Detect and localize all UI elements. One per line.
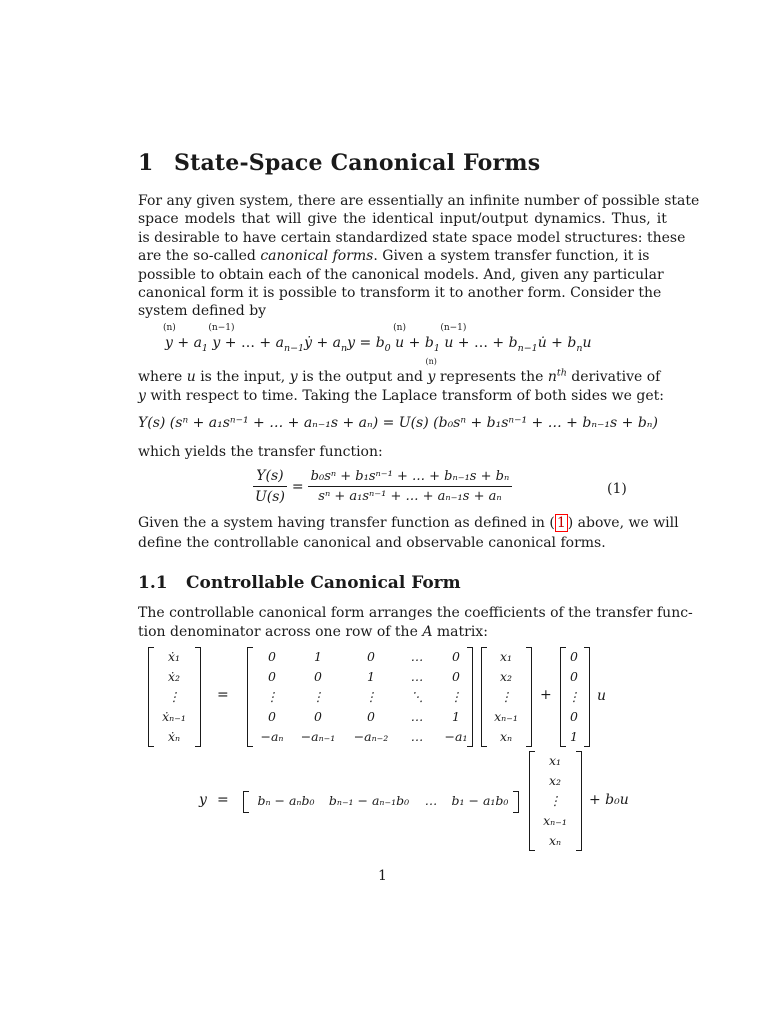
intro-line-4-prefix: are the so-called bbox=[138, 248, 261, 265]
yields-line: which yields the transfer function: bbox=[138, 444, 383, 460]
tf-rhs: $\frac{\text{b₀sⁿ + b₁sⁿ⁻¹ + … + bₙ₋₁s + bₙ}}{\text{sⁿ + a₁sⁿ⁻¹ + … + aₙ₋₁s + aₙ}}$ bbox=[308, 469, 513, 504]
intro-line-4 bbox=[138, 247, 650, 265]
intro-line-6: canonical form it is possible to transform it to another form. Consider the bbox=[138, 285, 662, 302]
c-row-bracket-left bbox=[243, 791, 249, 813]
x-vector-bracket-right bbox=[526, 647, 532, 747]
where-line-1: where u is the input, y is the output and (n) y represents the $n^{th}$ derivative of bbox=[138, 357, 661, 385]
x-vector-2: x₁ x₂ ⋮ xₙ₋₁ xₙ bbox=[543, 753, 567, 848]
section-heading bbox=[138, 150, 540, 176]
subsection-title: Controllable Canonical Form bbox=[186, 573, 461, 593]
feedthrough-term: + b₀u bbox=[589, 792, 629, 808]
section-title: State-Space Canonical Forms bbox=[174, 150, 541, 176]
y-nth-inline: (n) y bbox=[425, 357, 437, 385]
intro-paragraph bbox=[138, 192, 700, 321]
xdot-bracket-right bbox=[195, 647, 201, 747]
laplace-transform-equation: Y(s) (sⁿ + a₁sⁿ⁻¹ + … + aₙ₋₁s + aₙ) = U(s) (b₀sⁿ + b₁sⁿ⁻¹ + … + bₙ₋₁s + bₙ) bbox=[138, 415, 658, 431]
x-vector: x₁ x₂ ⋮ xₙ₋₁ xₙ bbox=[494, 649, 518, 744]
subsection-number: 1.1 bbox=[138, 573, 168, 593]
a-matrix-bracket-right bbox=[467, 647, 473, 747]
a-matrix: 0 1 0 … 0 0 0 1 … 0 ⋮ ⋮ ⋮ ⋱ ⋮ 0 0 0 … 1 −aₙ −aₙ₋₁ −aₙ₋₂ … −a₁ bbox=[260, 649, 468, 744]
y-nth-derivative: (n) y bbox=[163, 323, 176, 351]
intro-line-2: space models that will give the identical input/output dynamics. Thus, it bbox=[138, 211, 667, 228]
given-line-2: define the controllable canonical and observable canonical forms. bbox=[138, 535, 606, 551]
canonical-forms-emphasis: canonical forms bbox=[260, 248, 374, 265]
input-u: u bbox=[597, 688, 607, 704]
y-n-minus-1-derivative: (n−1) y bbox=[208, 323, 235, 351]
equation-number: (1) bbox=[607, 481, 627, 497]
intro-line-5: possible to obtain each of the canonical models. And, given any particular bbox=[138, 266, 664, 283]
u-n-minus-1-derivative: (n−1) u bbox=[440, 323, 467, 351]
transfer-function: $\frac{Y(s)}{U(s)}$ = $\frac{\text{b₀sⁿ + b₁sⁿ⁻¹ + … + bₙ₋₁s + bₙ}}{\text{sⁿ + a₁sⁿ⁻¹ + … + aₙ₋₁s + aₙ}}$ bbox=[252, 468, 512, 505]
x-vector-2-bracket-right bbox=[576, 751, 582, 851]
intro-line-3: is desirable to have certain standardized state space model structures: these bbox=[138, 229, 686, 246]
intro-line-1: For any given system, there are essentially an infinite number of possible state bbox=[138, 193, 700, 209]
b-vector: 0 0 ⋮ 0 1 bbox=[567, 649, 581, 744]
c-row-vector: bₙ − aₙb₀ bₙ₋₁ − aₙ₋₁b₀ … b₁ − a₁b₀ bbox=[257, 793, 509, 808]
xdot-vector: ẋ₁ ẋ₂ ⋮ ẋₙ₋₁ ẋₙ bbox=[162, 649, 186, 744]
differential-equation: (n) $y + a_1$ (n−1) y + … + $a_{n-1}ẏ + a_ny = b_0$ (n) $u + b_1$ (n−1) u + … + $b_{n-1}u̇ + b_nu$ bbox=[163, 323, 592, 354]
state-plus: + bbox=[540, 687, 552, 703]
output-y: y bbox=[199, 792, 207, 808]
c-row-bracket-right bbox=[513, 791, 519, 813]
section-number: 1 bbox=[138, 150, 154, 176]
equation-reference-link[interactable]: 1 bbox=[556, 515, 566, 531]
tf-lhs: $\frac{Y(s)}{U(s)}$ bbox=[255, 468, 285, 505]
given-line-1: Given the a system having transfer function as defined in ( 1 ) above, we will bbox=[138, 515, 679, 531]
where-line-2: y with respect to time. Taking the Laplace transform of both sides we get: bbox=[138, 388, 664, 404]
output-equals: = bbox=[217, 792, 229, 808]
ccf-line-2: tion denominator across one row of the A matrix: bbox=[138, 624, 488, 640]
ccf-line-1: The controllable canonical form arranges the coefficients of the transfer func- bbox=[138, 605, 693, 621]
state-equals: = bbox=[217, 687, 229, 703]
u-nth-derivative: (n) u bbox=[393, 323, 406, 351]
subsection-heading bbox=[138, 573, 461, 593]
intro-line-7: system defined by bbox=[138, 303, 267, 320]
intro-line-4-suffix: . bbox=[373, 248, 383, 265]
intro-line-4-end: Given a system transfer function, it is bbox=[382, 248, 650, 265]
page-number: 1 bbox=[378, 868, 387, 884]
b-vector-bracket-right bbox=[584, 647, 590, 747]
